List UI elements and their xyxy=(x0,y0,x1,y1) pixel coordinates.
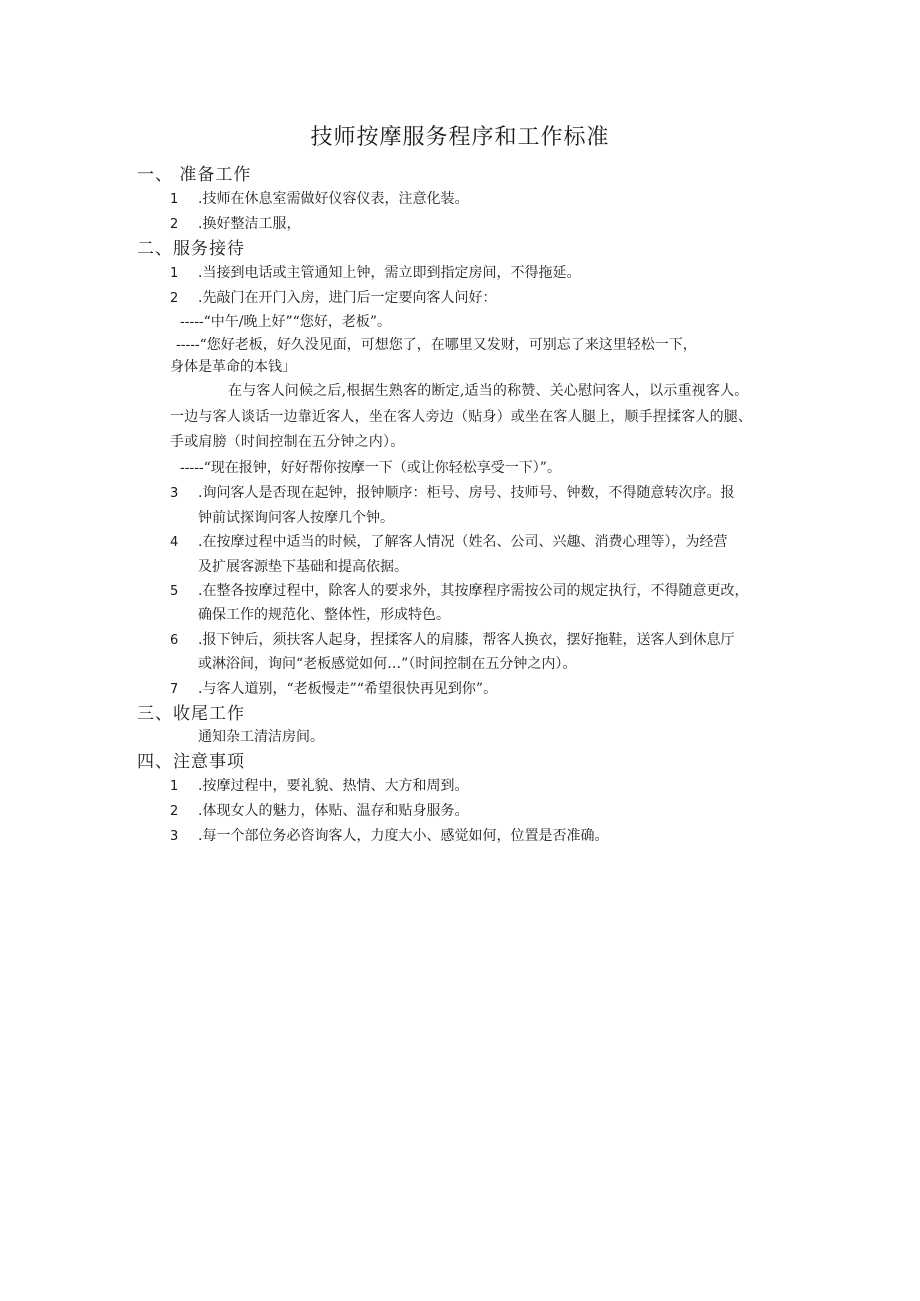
item-number: 7 xyxy=(170,682,179,697)
list-item xyxy=(170,188,468,208)
list-item xyxy=(170,775,468,795)
section-heading-reception: 二、服务接待 xyxy=(137,239,245,259)
list-item xyxy=(170,287,496,307)
item-text: .在按摩过程中适当的时候，了解客人情况（姓名、公司、兴趣、消费心理等），为经营 xyxy=(198,534,728,550)
list-item-continued: 或淋浴间，询问“老板感觉如何…”（时间控制在五分钟之内）。 xyxy=(198,656,577,672)
item-text: .每一个部位务必咨询客人，力度大小、感觉如何，位置是否准确。 xyxy=(198,828,609,844)
item-text: .换好整洁工服， xyxy=(198,216,301,232)
item-text: .技师在休息室需做好仪容仪表，注意化装。 xyxy=(198,191,469,207)
list-item xyxy=(170,800,468,820)
list-item xyxy=(170,531,727,551)
section-heading-notes: 四、注意事项 xyxy=(137,752,245,772)
item-number: 6 xyxy=(170,633,179,648)
list-item xyxy=(170,678,497,698)
item-number: 4 xyxy=(170,535,179,550)
item-number: 3 xyxy=(170,829,179,844)
list-item xyxy=(170,825,608,845)
list-item xyxy=(170,213,300,233)
list-item-continued: 钟前试探询问客人按摩几个钟。 xyxy=(198,510,394,526)
paragraph-line: 在与客人问候之后,根据生熟客的断定,适当的称赞、关心慰问客人，以示重视客人。 xyxy=(228,383,749,399)
greeting-line-continued: 身体是革命的本钱」 xyxy=(170,359,296,375)
document-title: 技师按摩服务程序和工作标准 xyxy=(310,125,610,150)
section-text: 通知杂工清洁房间。 xyxy=(198,729,324,745)
list-item xyxy=(170,629,734,649)
item-number: 1 xyxy=(170,779,179,794)
item-number: 3 xyxy=(170,486,179,501)
item-text: .报下钟后，须扶客人起身，捏揉客人的肩膝，帮客人换衣，摆好拖鞋，送客人到休息厅 xyxy=(198,632,735,648)
item-number: 2 xyxy=(170,804,179,819)
greeting-line: -----“中午/晚上好”“您好，老板”。 xyxy=(180,314,391,330)
item-text: .询问客人是否现在起钟，报钟顺序：柜号、房号、技师号、钟数，不得随意转次序。报 xyxy=(198,485,735,501)
paragraph-line: 手或肩膀（时间控制在五分钟之内）。 xyxy=(170,434,405,450)
item-text: .在整各按摩过程中，除客人的要求外，其按摩程序需按公司的规定执行，不得随意更改， xyxy=(198,583,749,599)
item-text: .先敲门在开门入房，进门后一定要向客人问好： xyxy=(198,290,497,306)
list-item xyxy=(170,262,580,282)
list-item xyxy=(170,482,734,502)
item-text: .当接到电话或主管通知上钟，需立即到指定房间，不得拖延。 xyxy=(198,265,581,281)
list-item-continued: 确保工作的规范化、整体性，形成特色。 xyxy=(198,607,450,623)
item-number: 5 xyxy=(170,584,179,599)
item-text: .按摩过程中，要礼貌、热情、大方和周到。 xyxy=(198,778,469,794)
item-number: 1 xyxy=(170,192,179,207)
list-item xyxy=(170,580,748,600)
item-text: .与客人道别，“老板慢走”“希望很快再见到你”。 xyxy=(198,681,498,697)
item-text: .体现女人的魅力，体贴、温存和贴身服务。 xyxy=(198,803,469,819)
greeting-line: -----“现在报钟，好好帮你按摩一下（或让你轻松享受一下）”。 xyxy=(180,460,561,476)
paragraph-line: 一边与客人谈话一边靠近客人，坐在客人旁边（贴身）或坐在客人腿上，顺手捏揉客人的腿、 xyxy=(170,409,753,425)
item-number: 2 xyxy=(170,217,179,232)
greeting-line: -----“您好老板，好久没见面，可想您了，在哪里又发财，可别忘了来这里轻松一下， xyxy=(176,337,697,353)
item-number: 1 xyxy=(170,266,179,281)
item-number: 2 xyxy=(170,291,179,306)
section-heading-preparation: 一、 准备工作 xyxy=(137,165,252,185)
section-heading-closing: 三、收尾工作 xyxy=(137,704,245,724)
list-item-continued: 及扩展客源垫下基础和提高依据。 xyxy=(198,559,408,575)
